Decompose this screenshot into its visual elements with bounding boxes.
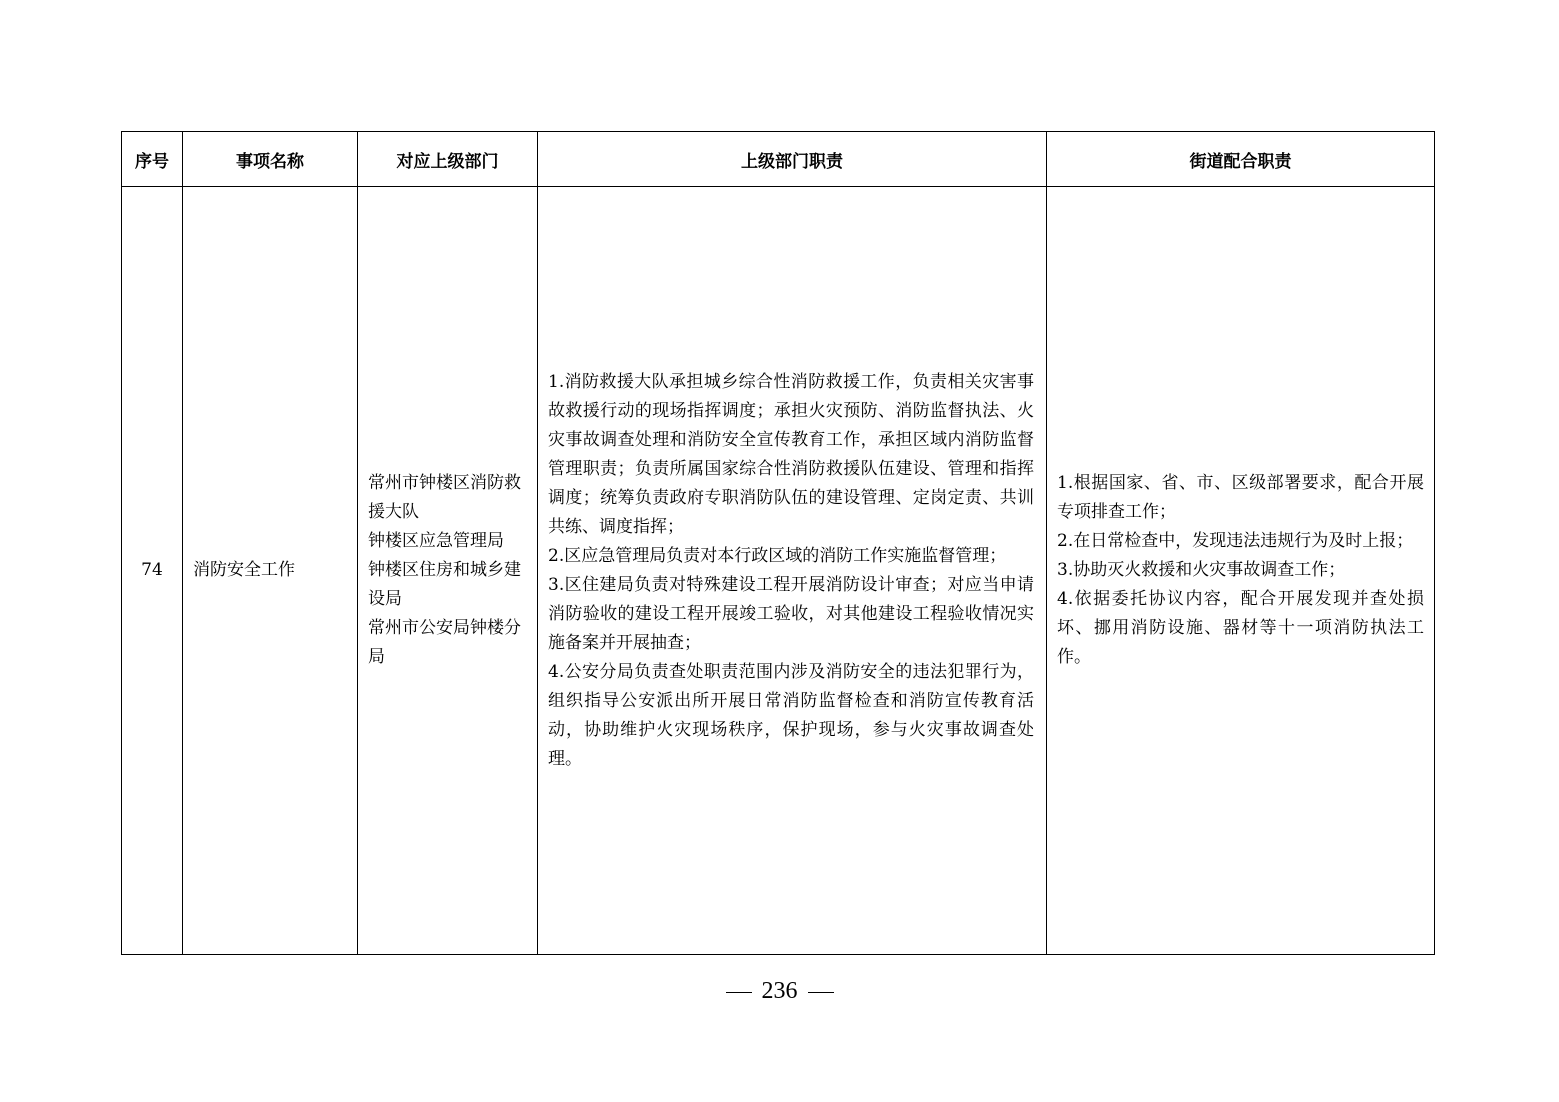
dept-entry: 常州市公安局钟楼分局 [368,618,521,667]
header-seq: 序号 [122,132,183,187]
dash-right [808,992,834,993]
header-superior-dept: 对应上级部门 [358,132,538,187]
header-item-name: 事项名称 [183,132,358,187]
header-street-cooperation: 街道配合职责 [1047,132,1435,187]
header-superior-duty: 上级部门职责 [538,132,1047,187]
table-row [122,187,1435,955]
dept-entry: 常州市钟楼区消防救援大队 [368,473,521,522]
dept-entry: 钟楼区住房和城乡建设局 [368,560,521,609]
cell-street-cooperation [1047,187,1435,955]
coop-item: 4.依据委托协议内容，配合开展发现并查处损坏、挪用消防设施、器材等十一项消防执法工作。 [1057,589,1424,667]
duty-item: 4.公安分局负责查处职责范围内涉及消防安全的违法犯罪行为，组织指导公安派出所开展日常消防监督检查和消防宣传教育活动，协助维护火灾现场秩序，保护现场，参与火灾事故调查处理。 [548,661,1034,769]
coop-item: 2.在日常检查中，发现违法违规行为及时上报； [1057,531,1414,551]
responsibility-table [121,131,1435,955]
cell-superior-duty [538,187,1047,955]
duty-item: 3.区住建局负责对特殊建设工程开展消防设计审查；对应当申请消防验收的建设工程开展竣工验收，对其他建设工程验收情况实施备案并开展抽查； [548,574,1034,653]
cell-superior-dept [358,187,538,955]
duty-item: 1.消防救援大队承担城乡综合性消防救援工作，负责相关灾害事故救援行动的现场指挥调度；承担火灾预防、消防监督执法、火灾事故调查处理和消防安全宣传教育工作，承担区域内消防监督管理职责；负责所属国家综合性消防救援队伍建设、管理和指挥调度；统筹负责政府专职消防队伍的建设管理、定岗定责、共训共练、调度指挥； [548,371,1034,537]
duty-item: 2.区应急管理局负责对本行政区域的消防工作实施监督管理； [548,545,1007,566]
table-header-row [122,132,1435,187]
dash-left [726,992,752,993]
page-number: 236 [761,978,798,1004]
cell-seq: 74 [122,187,183,955]
coop-item: 3.协助灭火救援和火灾事故调查工作； [1057,560,1346,580]
coop-item: 1.根据国家、省、市、区级部署要求，配合开展专项排查工作； [1057,473,1424,522]
page-footer [0,978,1559,1005]
cell-item-name: 消防安全工作 [183,187,358,955]
dept-entry: 钟楼区应急管理局 [368,531,504,551]
